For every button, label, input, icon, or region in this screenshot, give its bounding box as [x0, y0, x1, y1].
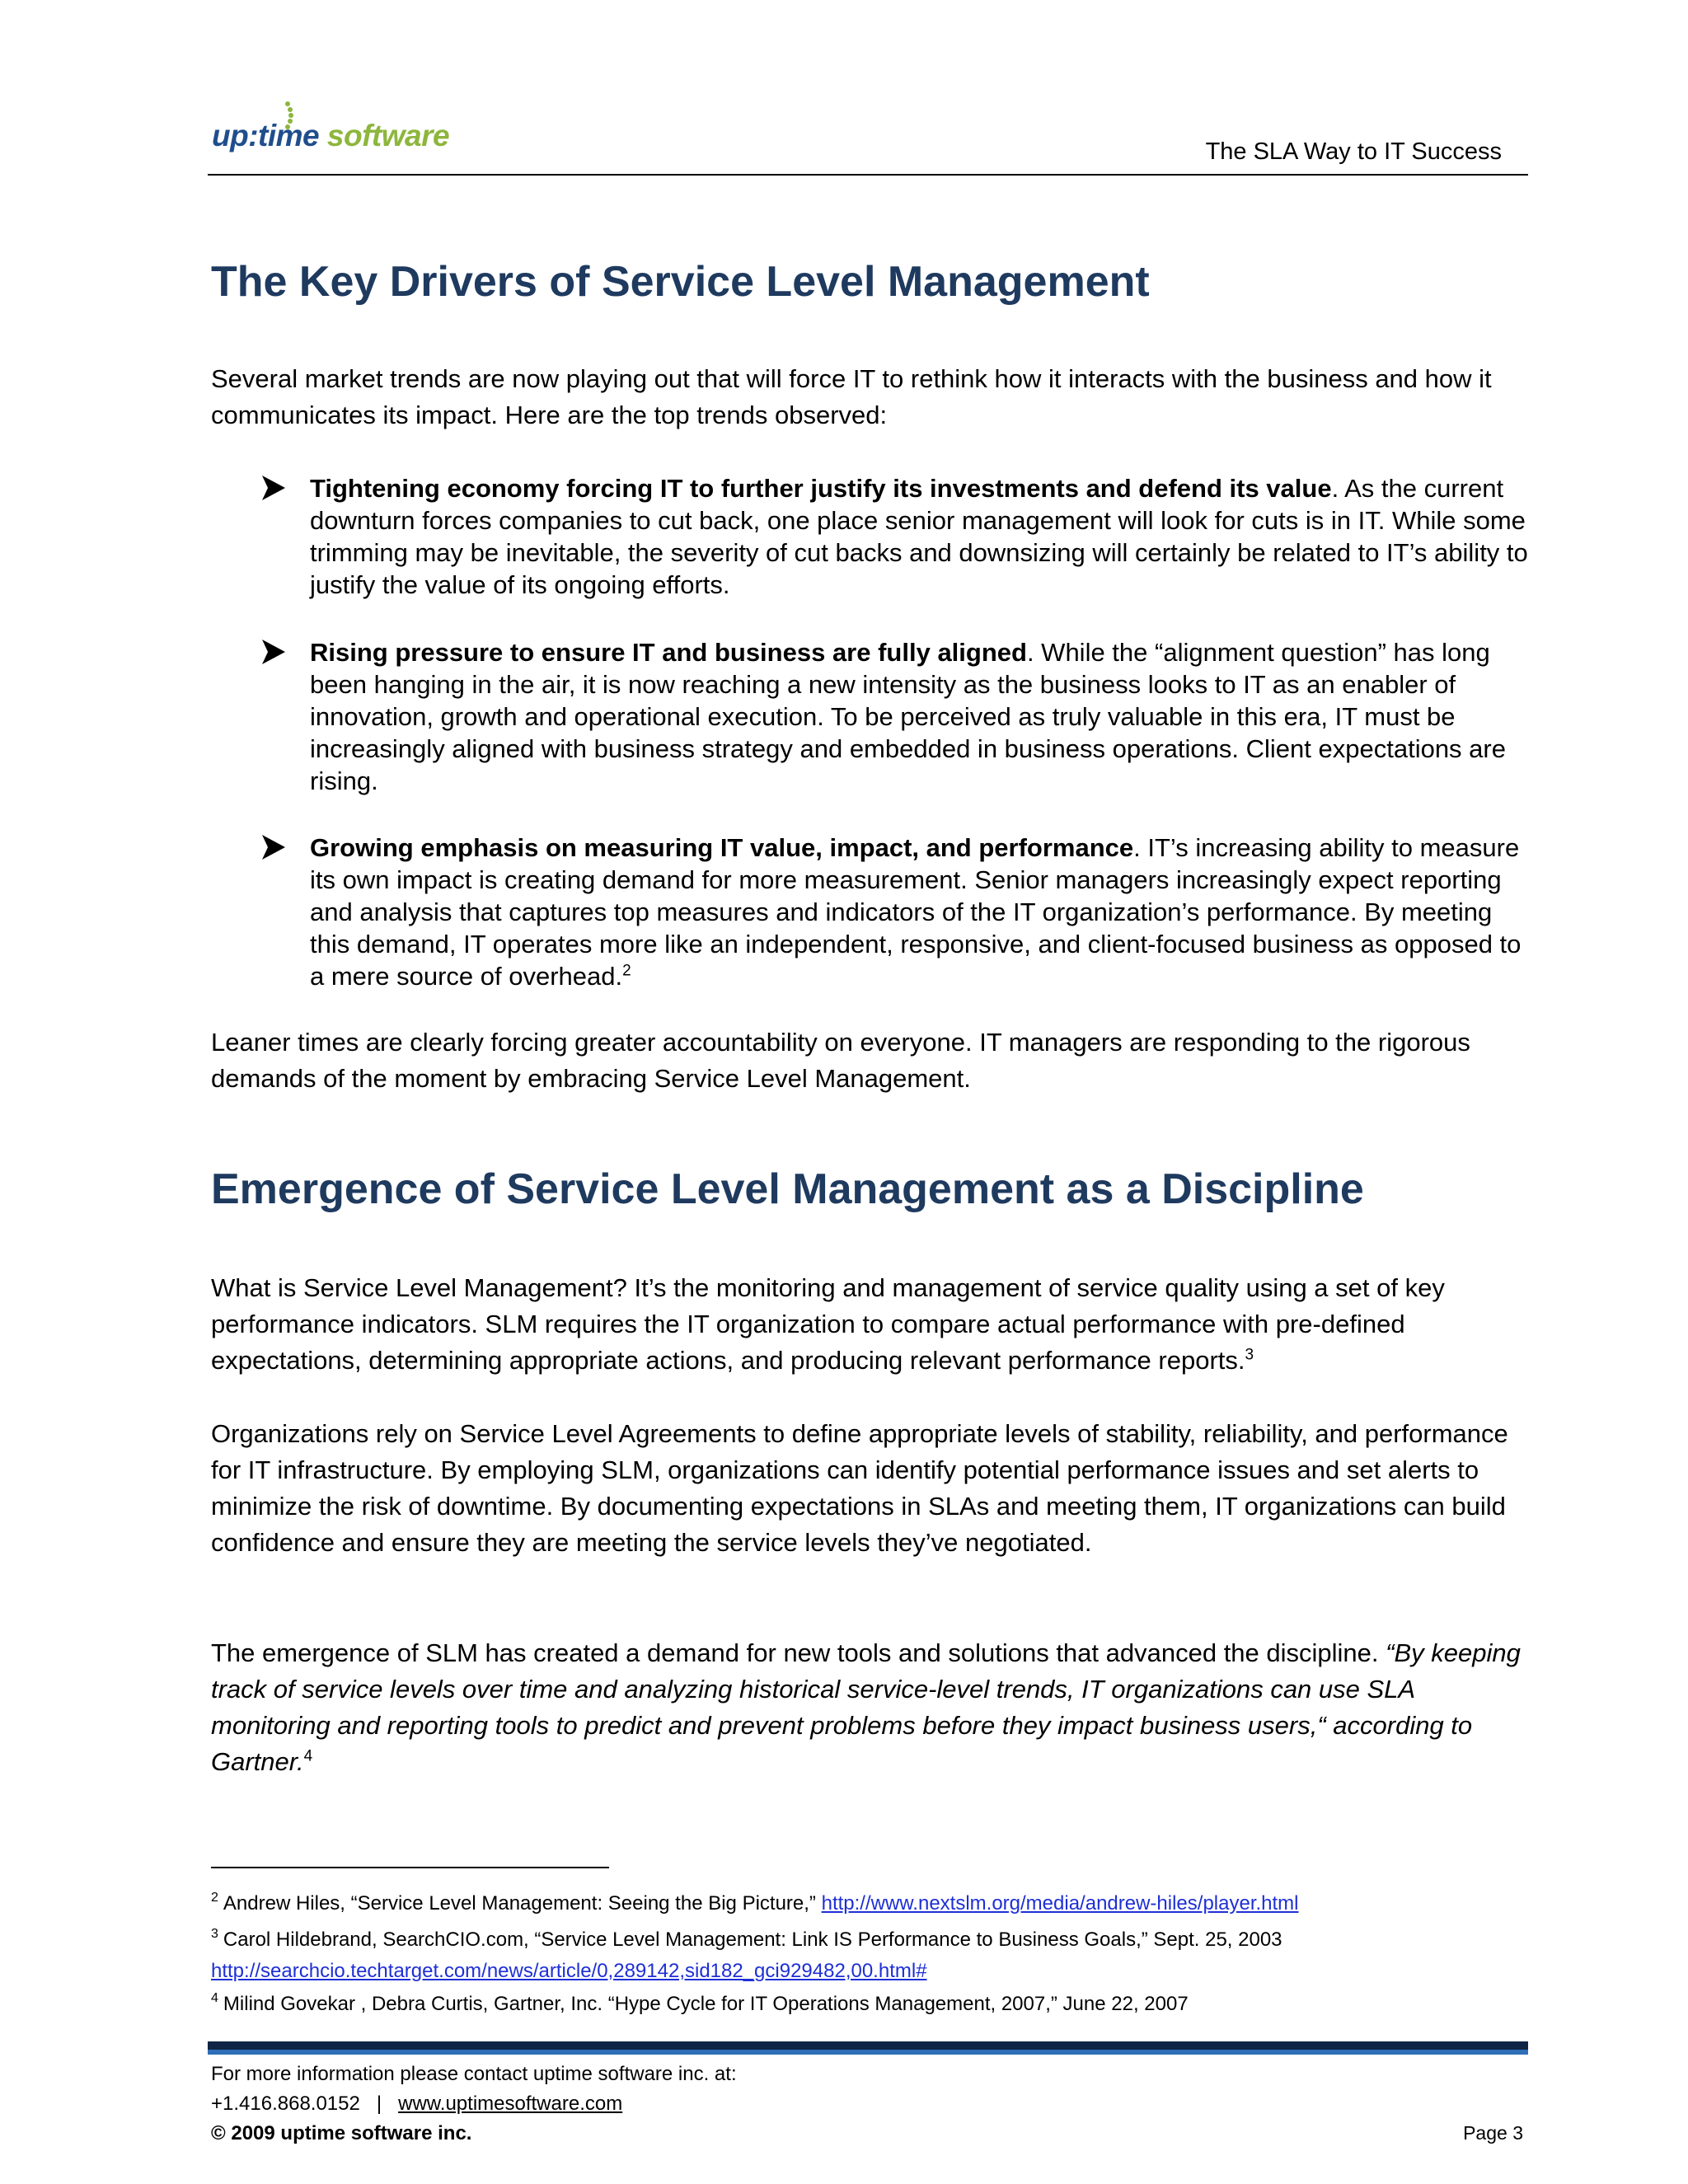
footer-phone-line: +1.416.868.0152 | www.uptimesoftware.com — [211, 2093, 623, 2115]
footnote-3: $^3$ Carol Hildebrand, SearchCIO.com, “Service Level Management: Link IS Performance to Business Goals,” Sept. 25, 2003 — [211, 1927, 1282, 1951]
closing-paragraph: Leaner times are clearly forcing greater accountability on everyone. IT managers are responding to the rigorous demands of the moment by embracing Service Level Management. — [211, 1028, 1470, 1093]
footer-contact: For more information please contact uptime software inc. at: — [211, 2063, 737, 2085]
footer-bar — [208, 2041, 1528, 2050]
bullet-text: Growing emphasis on measuring IT value, impact, and performance. IT’s increasing ability to measure its own impact is creating demand for more measurement. Senior managers increasingly expect reporting and analysis that captures top measures and indicators of the IT organization’s performance. By meeting this demand, IT operates more like an independent, responsive, and client-focused business as opposed to a mere source of overhead.$^2$ — [310, 833, 1522, 991]
footnote-4: $^4$ Milind Govekar , Debra Curtis, Gartner, Inc. “Hype Cycle for IT Operations Management, 2007,” June 22, 2007 — [211, 1991, 1189, 2015]
gartner-paragraph: The emergence of SLM has created a demand for new tools and solutions that advanced the discipline. “By keeping track of service levels over time and analyzing historical service-level trends, IT organizations can use SLA monitoring and reporting tools to predict and prevent problems before they impact business users,“ according to Gartner.$^4$ — [211, 1638, 1521, 1776]
logo-wordmark: up:time software — [212, 119, 450, 152]
footnote-link[interactable]: http://searchcio.techtarget.com/news/article/0,289142,sid182_gci929482,00.html# — [211, 1960, 927, 1982]
uptime-logo — [210, 97, 474, 163]
arrow-bullet-icon — [260, 833, 287, 861]
arrow-bullet-icon — [260, 474, 287, 502]
footnote-2: $^2$ Andrew Hiles, “Service Level Management: Seeing the Big Picture,” http://www.nextslm.org/media/andrew-hiles/player.html — [211, 1891, 1299, 1915]
arrow-bullet-icon — [260, 638, 287, 666]
bullet-text: Rising pressure to ensure IT and business are fully aligned. While the “alignment question” has long been hanging in the air, it is now reaching a new intensity as the business looks to IT as an enabler of innovation, growth and operational execution. To be perceived as truly valuable in this era, IT must be increasingly aligned with business strategy and embedded in business operations. Client expectations are rising. — [310, 638, 1506, 795]
footnote-ref: 3 — [1245, 1346, 1254, 1364]
footnote-3-link-line — [211, 1955, 1530, 1988]
intro-paragraph: Several market trends are now playing out that will force IT to rethink how it interacts with the business and how it communicates its impact. Here are the top trends observed: — [211, 364, 1492, 429]
section-heading-key-drivers: The Key Drivers of Service Level Management — [211, 258, 1150, 306]
sla-paragraph: Organizations rely on Service Level Agreements to define appropriate levels of stability, reliability, and performance for IT infrastructure. By employing SLM, organizations can identify potential performance issues and set alerts to minimize the risk of downtime. By documenting expectations in SLAs and meeting them, IT organizations can build confidence and ensure they are meeting the service levels they’ve negotiated. — [211, 1419, 1508, 1557]
footnote-ref: 2 — [622, 962, 631, 980]
page-number: Page 3 — [1463, 2122, 1523, 2144]
footer-website-link[interactable]: www.uptimesoftware.com — [398, 2093, 623, 2115]
section-heading-emergence: Emergence of Service Level Management as a Discipline — [211, 1165, 1364, 1213]
header-title: The SLA Way to IT Success — [1205, 138, 1502, 165]
footnote-ref: 4 — [303, 1747, 313, 1765]
header-divider — [208, 174, 1528, 176]
bullet-text: Tightening economy forcing IT to further justify its investments and defend its value. As the current downturn forces companies to cut back, one place senior management will look for cuts is in IT. While some trimming may be inevitable, the severity of cut backs and downsizing will certainly be related to IT’s ability to justify the value of its ongoing efforts. — [310, 474, 1528, 599]
gartner-quote: “By keeping track of service levels over time and analyzing historical service-level trends, IT organizations can use SLA monitoring and reporting tools to predict and prevent problems before they impact business users,“ according to Gartner. — [211, 1638, 1521, 1776]
footnote-divider — [211, 1867, 609, 1868]
footer-copyright: © 2009 uptime software inc. — [211, 2122, 472, 2144]
footer-phone: +1.416.868.0152 — [211, 2093, 360, 2115]
footnote-link[interactable]: http://www.nextslm.org/media/andrew-hiles/player.html — [821, 1892, 1299, 1915]
slm-definition-paragraph: What is Service Level Management? It’s the monitoring and management of service quality using a set of key performance indicators. SLM requires the IT organization to compare actual performance with pre-defined expectations, determining appropriate actions, and producing relevant performance reports.$^3$ — [211, 1273, 1445, 1375]
footer-bar-accent — [208, 2050, 1528, 2055]
